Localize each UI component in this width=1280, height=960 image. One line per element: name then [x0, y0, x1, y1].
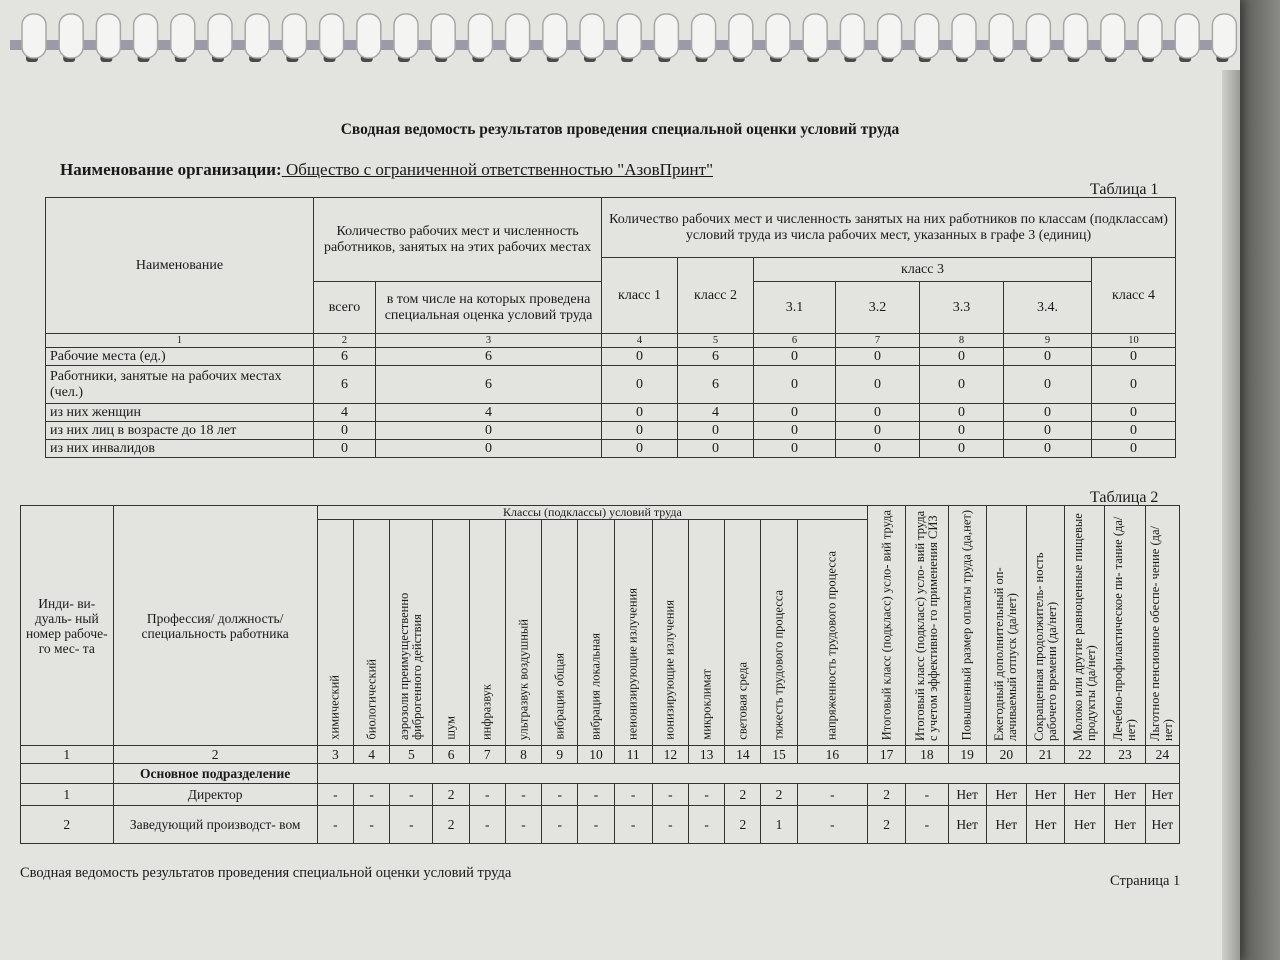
t2-cell: - [688, 806, 724, 844]
t1-cell: 6 [376, 366, 602, 404]
t2-column-number: 2 [113, 746, 317, 764]
t1-column-number: 3 [376, 334, 602, 348]
t2-column-number: 13 [688, 746, 724, 764]
t1-column-number: 7 [836, 334, 920, 348]
t1-cell: 4 [314, 404, 376, 422]
binding-ring [1212, 14, 1236, 62]
t2-cell: 2 [433, 784, 469, 806]
binding-ring [394, 14, 418, 62]
t2-column-number: 23 [1105, 746, 1145, 764]
t1-header-class4: класс 4 [1092, 258, 1176, 334]
t2-factor-header-text: неионизирующие излучения [625, 588, 640, 740]
t1-cell: 0 [920, 404, 1004, 422]
t2-factor-header [761, 520, 797, 746]
t2-cell: - [469, 784, 505, 806]
t2-section-title: Основное подразделение [113, 764, 317, 784]
t2-factor-header [433, 520, 469, 746]
t2-section-empty [21, 764, 114, 784]
t1-column-number: 8 [920, 334, 1004, 348]
t2-summary-header [948, 506, 986, 746]
binding-ring [580, 14, 604, 62]
page-number: Страница 1 [1110, 873, 1181, 889]
table2 [20, 505, 1180, 844]
t2-cell: Нет [986, 806, 1026, 844]
binding-ring [171, 14, 195, 62]
t1-cell: 0 [920, 422, 1004, 440]
t2-factor-header-text: вибрация локальная [588, 632, 603, 740]
t1-column-number: 9 [1004, 334, 1092, 348]
t1-row-name: из них лиц в возрасте до 18 лет [46, 422, 314, 440]
t2-factor-header [725, 520, 761, 746]
t2-cell: - [469, 806, 505, 844]
t2-summary-header-text: Сокращенная продолжитель- ность рабочего времени (да/нет) [1031, 552, 1059, 741]
binding-ring [506, 14, 530, 62]
t2-summary-header [1065, 506, 1105, 746]
t1-column-number: 4 [602, 334, 678, 348]
t2-summary-header-text: Лечебно-профилактическое пи- тание (да/нет) [1110, 516, 1139, 741]
t2-cell: - [542, 806, 578, 844]
t2-summary-header [868, 506, 906, 746]
binding-ring [320, 14, 344, 62]
footer-text: Сводная ведомость результатов проведения специальной оценки условий труда [20, 865, 512, 881]
t1-row [46, 366, 1176, 404]
t2-cell: 2 [761, 784, 797, 806]
t2-cell: - [542, 784, 578, 806]
t1-row-name: из них инвалидов [46, 440, 314, 458]
binding-ring [1101, 14, 1125, 62]
t1-header-3-3: 3.3 [920, 282, 1004, 334]
t2-summary-header [986, 506, 1026, 746]
t2-cell: Нет [948, 806, 986, 844]
binding-ring [357, 14, 381, 62]
t2-summary-header-text: Ежегодный дополнительный оп- лачиваемый отпуск (да/нет) [992, 567, 1020, 741]
t2-row-profession: Директор [113, 784, 317, 806]
binding-ring [245, 14, 269, 62]
binding-ring [468, 14, 492, 62]
t1-column-numbers [46, 334, 1176, 348]
t2-cell: 2 [868, 784, 906, 806]
t2-summary-header-text: Итоговый класс (подкласс) усло- вий труда с учетом эффективно- го применения СИЗ [912, 510, 940, 741]
t2-column-number: 10 [578, 746, 614, 764]
organization-name: Общество с ограниченной ответственностью "АзовПринт" [281, 160, 714, 179]
t2-column-number: 14 [725, 746, 761, 764]
t1-header-count: Количество рабочих мест и численность работников, занятых на этих рабочих местах [314, 198, 602, 282]
t1-cell: 0 [376, 440, 602, 458]
document-title: Сводная ведомость результатов проведения специальной оценки условий труда [340, 121, 900, 138]
t1-row-name: из них женщин [46, 404, 314, 422]
t2-cell: - [353, 806, 389, 844]
t2-summary-header-text: Молоко или другие равноценные пищевые продукты (да/нет) [1070, 512, 1098, 741]
t2-summary-header [1145, 506, 1179, 746]
t1-header-class1: класс 1 [602, 258, 678, 334]
t1-column-number: 5 [678, 334, 754, 348]
t2-summary-header-text: Льготное пенсионное обеспе- чение (да/нет) [1148, 525, 1176, 741]
binding-ring [22, 14, 46, 62]
t2-column-numbers [21, 746, 1180, 764]
t2-cell: - [578, 784, 614, 806]
t1-column-number: 2 [314, 334, 376, 348]
t2-column-number: 19 [948, 746, 986, 764]
binding-ring [617, 14, 641, 62]
t2-factor-header-text: химический [327, 675, 342, 740]
t1-cell: 0 [920, 440, 1004, 458]
t2-factor-header [317, 520, 353, 746]
t2-column-number: 9 [542, 746, 578, 764]
t1-cell: 0 [754, 440, 836, 458]
paper-stack-edge [1222, 70, 1240, 960]
t1-cell: 4 [678, 404, 754, 422]
t1-cell: 4 [376, 404, 602, 422]
t1-cell: 6 [678, 366, 754, 404]
t2-column-number: 8 [505, 746, 541, 764]
binding-ring [729, 14, 753, 62]
t2-cell: Нет [1105, 784, 1145, 806]
organization-line [60, 160, 713, 180]
t2-factor-header-text: инфразвук [479, 683, 494, 740]
t2-factor-header-text: ультразвук воздушный [515, 618, 530, 740]
t2-column-number: 6 [433, 746, 469, 764]
t2-cell: 1 [761, 806, 797, 844]
t2-column-number: 24 [1145, 746, 1179, 764]
t2-cell: - [906, 806, 948, 844]
t1-column-number: 6 [754, 334, 836, 348]
t1-row-name: Работники, занятые на рабочих местах (чел.) [46, 366, 314, 404]
t2-cell: - [797, 806, 867, 844]
spiral-binding [0, 0, 1240, 70]
t1-cell: 0 [836, 366, 920, 404]
t2-summary-header [1105, 506, 1145, 746]
t1-cell: 0 [836, 348, 920, 366]
binding-ring [134, 14, 158, 62]
t2-summary-header [906, 506, 948, 746]
t1-cell: 0 [1092, 348, 1176, 366]
t2-factor-header [614, 520, 652, 746]
t1-cell: 0 [376, 422, 602, 440]
t2-factor-header-text: ионизирующие излучения [662, 600, 677, 740]
t2-cell: 2 [868, 806, 906, 844]
t1-cell: 0 [678, 440, 754, 458]
binding-ring [952, 14, 976, 62]
t2-factor-header [578, 520, 614, 746]
t2-cell: - [578, 806, 614, 844]
t2-column-number: 21 [1026, 746, 1064, 764]
t1-cell: 0 [602, 366, 678, 404]
t2-cell: - [353, 784, 389, 806]
t1-header-name: Наименование [46, 198, 314, 334]
binding-ring [989, 14, 1013, 62]
t1-cell: 0 [836, 404, 920, 422]
t1-column-number: 10 [1092, 334, 1176, 348]
t2-summary-header-text: Повышенный размер оплаты труда (да,нет) [959, 510, 974, 741]
t2-row [21, 806, 1180, 844]
t2-column-number: 17 [868, 746, 906, 764]
t1-header-class2: класс 2 [678, 258, 754, 334]
t2-column-number: 20 [986, 746, 1026, 764]
t1-header-assessed: в том числе на которых проведена специальная оценка условий труда [376, 282, 602, 334]
t2-factor-header-text: световая среда [735, 662, 750, 740]
t2-factor-header [469, 520, 505, 746]
t2-row-profession: Заведующий производст- вом [113, 806, 317, 844]
t1-cell: 0 [602, 422, 678, 440]
t2-summary-header-text: Итоговый класс (подкласс) усло- вий труда [879, 510, 894, 741]
t2-header-profession: Профессия/ должность/ специальность работника [113, 506, 317, 746]
binding-ring [654, 14, 678, 62]
t2-cell: - [390, 784, 433, 806]
t2-cell: Нет [1145, 784, 1179, 806]
t1-cell: 0 [1092, 440, 1176, 458]
t2-factor-header [652, 520, 688, 746]
t1-cell: 0 [836, 422, 920, 440]
t2-cell: Нет [948, 784, 986, 806]
t2-cell: Нет [1065, 806, 1105, 844]
t2-column-number: 16 [797, 746, 867, 764]
t1-cell: 0 [1004, 366, 1092, 404]
binding-ring [208, 14, 232, 62]
t2-row-id: 1 [21, 784, 114, 806]
t1-cell: 6 [314, 348, 376, 366]
t1-cell: 0 [314, 422, 376, 440]
t1-cell: 0 [602, 404, 678, 422]
t2-row [21, 784, 1180, 806]
t2-column-number: 12 [652, 746, 688, 764]
t1-cell: 6 [678, 348, 754, 366]
t2-factor-header-text: шум [443, 716, 458, 740]
t1-cell: 0 [314, 440, 376, 458]
t2-cell: - [390, 806, 433, 844]
t2-column-number: 18 [906, 746, 948, 764]
t2-column-number: 15 [761, 746, 797, 764]
binding-ring [840, 14, 864, 62]
t1-cell: 0 [1004, 440, 1092, 458]
t2-column-number: 7 [469, 746, 505, 764]
t1-row-name: Рабочие места (ед.) [46, 348, 314, 366]
t2-cell: - [505, 784, 541, 806]
t2-cell: - [906, 784, 948, 806]
t2-cell: Нет [1065, 784, 1105, 806]
t1-cell: 0 [754, 348, 836, 366]
t1-row [46, 440, 1176, 458]
t1-column-number: 1 [46, 334, 314, 348]
t2-cell: Нет [1145, 806, 1179, 844]
binding-ring [59, 14, 83, 62]
t1-header-3-2: 3.2 [836, 282, 920, 334]
t2-body [21, 784, 1180, 844]
organization-label: Наименование организации: [60, 160, 282, 179]
t1-row [46, 404, 1176, 422]
t2-cell: Нет [986, 784, 1026, 806]
t1-header-3-4: 3.4. [1004, 282, 1092, 334]
t2-factor-header [353, 520, 389, 746]
t2-factor-header-text: напряженность трудового процесса [824, 550, 839, 740]
t2-cell: Нет [1026, 784, 1064, 806]
t1-cell: 0 [602, 348, 678, 366]
t2-factor-header-text: тяжесть трудового процесса [771, 590, 786, 740]
t2-factor-header [390, 520, 433, 746]
t2-summary-header [1026, 506, 1064, 746]
t1-cell: 0 [1004, 348, 1092, 366]
t2-column-number: 3 [317, 746, 353, 764]
t2-factor-header-text: аэрозоли преимущественно фиброгенного действия [397, 592, 425, 740]
t2-factor-header [505, 520, 541, 746]
binding-ring [1175, 14, 1199, 62]
t2-cell: - [317, 784, 353, 806]
t1-cell: 0 [754, 366, 836, 404]
binding-ring [878, 14, 902, 62]
t2-cell: - [797, 784, 867, 806]
table1-caption: Таблица 1 [1090, 181, 1159, 198]
t1-header-total: всего [314, 282, 376, 334]
t1-cell: 6 [376, 348, 602, 366]
t2-column-number: 4 [353, 746, 389, 764]
t1-cell: 0 [836, 440, 920, 458]
t1-row [46, 422, 1176, 440]
table1 [45, 197, 1176, 458]
t1-cell: 0 [1092, 366, 1176, 404]
binding-ring [543, 14, 567, 62]
binding-ring [692, 14, 716, 62]
binding-ring [1138, 14, 1162, 62]
t1-header-classes: Количество рабочих мест и численность занятых на них работников по классам (подклассам) условий труда из числа рабочих мест, указанных в графе 3 (единиц) [602, 198, 1176, 258]
t2-cell: 2 [433, 806, 469, 844]
t2-factor-header [797, 520, 867, 746]
t2-row-id: 2 [21, 806, 114, 844]
t2-factor-header-text: биологический [364, 659, 379, 740]
t1-cell: 0 [602, 440, 678, 458]
t2-cell: - [505, 806, 541, 844]
binding-ring [803, 14, 827, 62]
t2-header-classes: Классы (подклассы) условий труда [317, 506, 867, 520]
binding-ring [96, 14, 120, 62]
t1-header-3-1: 3.1 [754, 282, 836, 334]
t1-cell: 0 [1004, 422, 1092, 440]
t1-cell: 0 [754, 422, 836, 440]
t1-cell: 0 [920, 366, 1004, 404]
t2-cell: - [317, 806, 353, 844]
t2-cell: - [652, 806, 688, 844]
t2-column-number: 1 [21, 746, 114, 764]
t1-cell: 0 [1004, 404, 1092, 422]
t2-factor-header-text: микроклимат [699, 669, 714, 740]
t1-cell: 0 [1092, 422, 1176, 440]
t1-cell: 0 [1092, 404, 1176, 422]
t2-cell: - [652, 784, 688, 806]
t2-column-number: 22 [1065, 746, 1105, 764]
t2-section-fill [317, 764, 1179, 784]
t2-column-number: 5 [390, 746, 433, 764]
table2-caption: Таблица 2 [1090, 489, 1159, 506]
t2-factor-header-text: вибрация общая [552, 653, 567, 740]
binding-ring [915, 14, 939, 62]
binding-ring [1026, 14, 1050, 62]
t2-cell: - [688, 784, 724, 806]
t2-cell: 2 [725, 806, 761, 844]
t2-cell: - [614, 784, 652, 806]
t2-cell: - [614, 806, 652, 844]
t1-cell: 6 [314, 366, 376, 404]
background-surface [1240, 0, 1280, 960]
t2-header-id: Инди- ви- дуаль- ный номер рабоче- го мес- та [21, 506, 114, 746]
t2-cell: 2 [725, 784, 761, 806]
t2-cell: Нет [1105, 806, 1145, 844]
binding-ring [431, 14, 455, 62]
t1-body [46, 348, 1176, 458]
t1-row [46, 348, 1176, 366]
t2-factor-header [542, 520, 578, 746]
t2-cell: Нет [1026, 806, 1064, 844]
binding-ring [766, 14, 790, 62]
t2-column-number: 11 [614, 746, 652, 764]
t1-cell: 0 [678, 422, 754, 440]
t1-cell: 0 [754, 404, 836, 422]
binding-ring [1064, 14, 1088, 62]
t2-factor-header [688, 520, 724, 746]
t1-cell: 0 [920, 348, 1004, 366]
t1-header-class3: класс 3 [754, 258, 1092, 282]
binding-ring [282, 14, 306, 62]
